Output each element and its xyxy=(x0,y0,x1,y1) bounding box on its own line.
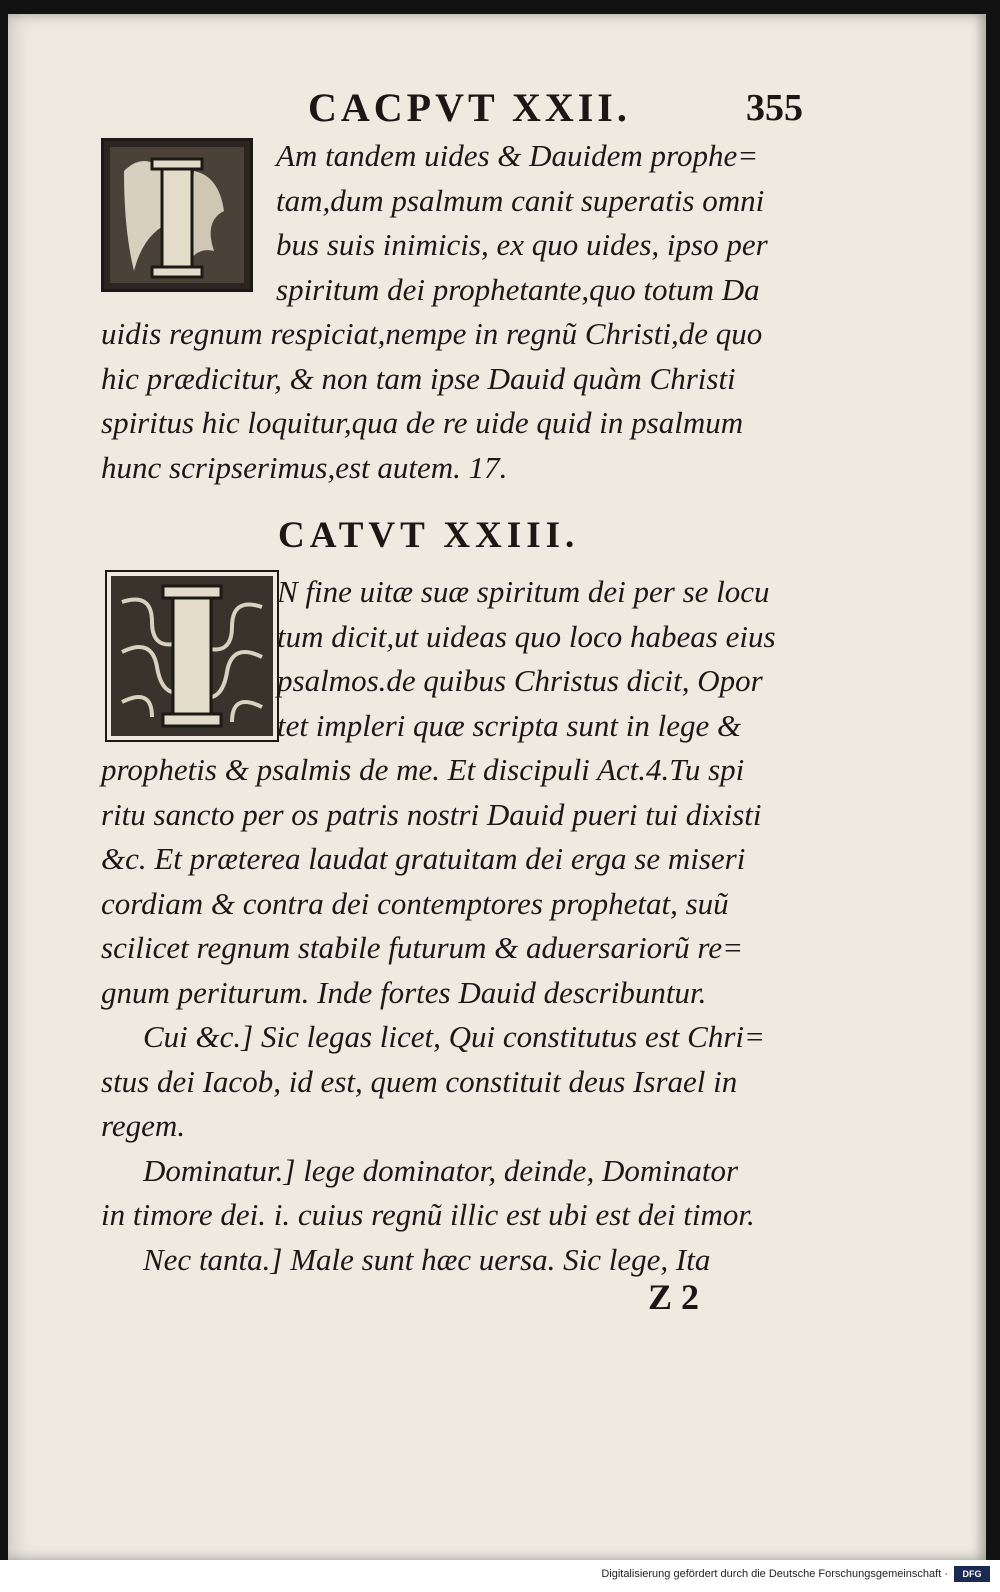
text-line: tet impleri quæ scripta sunt in lege & xyxy=(277,707,742,743)
text-line: &c. Et præterea laudat gratuitam dei erga se miseri xyxy=(101,841,746,876)
page-header xyxy=(8,84,986,140)
text-line: bus suis inimicis, ex quo uides, ipso per xyxy=(276,227,768,262)
running-head: CACPVT XXII. xyxy=(308,85,631,130)
gloss-line: in timore dei. i. cuius regnũ illic est ubi est dei timor. xyxy=(101,1197,755,1232)
text-line: scilicet regnum stabile futurum & aduersariorũ re= xyxy=(101,930,744,965)
gloss-line: regem. xyxy=(101,1108,186,1143)
text-line: N fine uitæ suæ spiritum dei per se locu xyxy=(277,574,770,609)
gloss-line: Cui &c.] Sic legas licet, Qui constitutus est Chri= xyxy=(143,1019,765,1054)
chapter-23-text xyxy=(101,570,821,1282)
text-line: tum dicit,ut uideas quo loco habeas eius xyxy=(277,618,776,654)
page-number: 355 xyxy=(746,87,803,129)
funding-credit: Digitalisierung gefördert durch die Deutsche Forschungsgemeinschaft · xyxy=(601,1568,948,1580)
signature-mark: Z 2 xyxy=(648,1277,700,1317)
gloss-line: Dominatur.] lege dominator, deinde, Dominator xyxy=(143,1152,739,1188)
text-line: gnum periturum. Inde fortes Dauid describuntur. xyxy=(101,974,707,1010)
text-line: hunc scripserimus,est autem. 17. xyxy=(101,449,508,485)
text-line: psalmos.de quibus Christus dicit, Opor xyxy=(277,663,763,698)
text-line: spiritus hic loquitur,qua de re uide quid in psalmum xyxy=(101,405,744,440)
book-page xyxy=(8,14,986,1560)
footer-bar xyxy=(0,1560,1000,1592)
text-line: tam,dum psalmum canit superatis omni xyxy=(276,182,765,218)
gloss-line: stus dei Iacob, id est, quem constituit deus Israel in xyxy=(101,1063,738,1099)
chapter-title: CATVT XXIII. xyxy=(278,515,580,556)
chapter-22-text xyxy=(101,134,821,490)
text-line: cordiam & contra dei contemptores prophetat, suũ xyxy=(101,885,729,921)
dfg-logo: DFG xyxy=(954,1566,990,1582)
text-line: spiritum dei prophetante,quo totum Da xyxy=(276,271,760,307)
text-line: uidis regnum respiciat,nempe in regnũ Christi,de quo xyxy=(101,316,763,351)
text-line: ritu sancto per os patris nostri Dauid pueri tui dixisti xyxy=(101,796,762,832)
gloss-line: Nec tanta.] Male sunt hæc uersa. Sic lege, Ita xyxy=(143,1241,711,1277)
text-line: hic prædicitur, & non tam ipse Dauid quàm Christi xyxy=(101,360,736,396)
text-line: Am tandem uides & Dauidem prophe= xyxy=(276,138,759,173)
text-line: prophetis & psalmis de me. Et discipuli Act.4.Tu spi xyxy=(101,752,745,787)
